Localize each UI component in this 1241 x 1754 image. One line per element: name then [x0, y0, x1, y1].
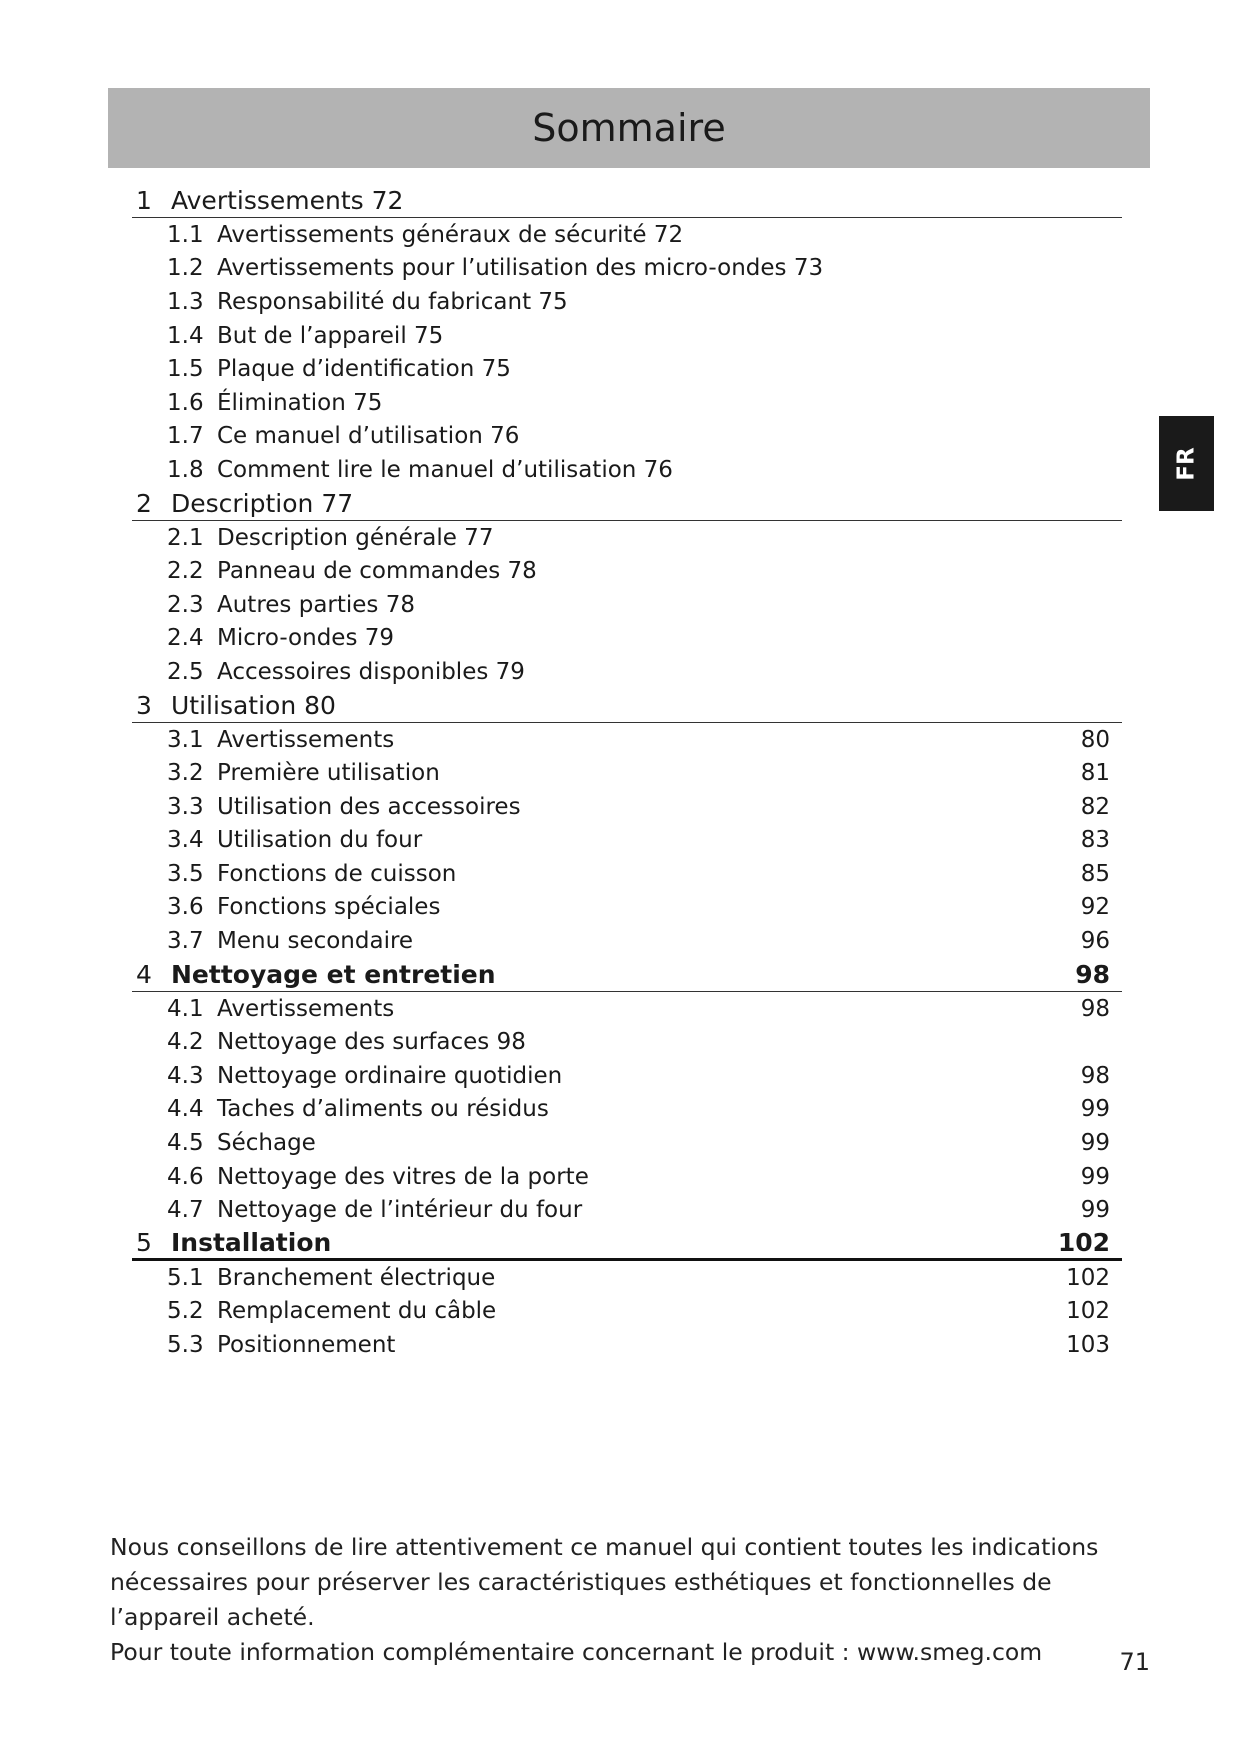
toc-section-title: Séchage	[217, 1130, 316, 1157]
toc-section-page: 98	[1080, 1062, 1110, 1089]
toc-section-row[interactable]	[132, 218, 1122, 252]
toc-section-title: Élimination 75	[217, 389, 383, 416]
toc-section-number: 5.1	[167, 1264, 204, 1291]
toc-section-title: Nettoyage des surfaces 98	[217, 1029, 526, 1056]
toc-section-page: 103	[1066, 1332, 1110, 1359]
toc-section-page: 99	[1080, 1096, 1110, 1123]
toc-section-number: 5.2	[167, 1298, 204, 1325]
toc-section-row[interactable]	[132, 352, 1122, 386]
intro-line: Pour toute information complémentaire concernant le produit : www.smeg.com	[110, 1638, 1043, 1666]
toc-section-row[interactable]	[132, 756, 1122, 790]
toc-section-number: 3.1	[167, 726, 204, 753]
toc-section-number: 4.5	[167, 1130, 204, 1157]
toc-section-row[interactable]	[132, 655, 1122, 689]
intro-line: nécessaires pour préserver les caractéristiques esthétiques et fonctionnelles de l’appareil acheté.	[110, 1568, 1052, 1631]
toc-section-title: Ce manuel d’utilisation 76	[217, 423, 520, 450]
toc-section-title: Fonctions spéciales	[217, 894, 441, 921]
toc-section-number: 1.2	[167, 255, 204, 282]
toc-section-number: 2.3	[167, 591, 204, 618]
intro-text	[110, 1530, 1160, 1670]
toc-section-page: 99	[1080, 1130, 1110, 1157]
toc-section-number: 1.7	[167, 423, 204, 450]
intro-line: Nous conseillons de lire attentivement ce manuel qui contient toutes les indications	[110, 1533, 1099, 1561]
toc-chapter-page: 102	[1057, 1228, 1110, 1258]
toc-section-number: 2.1	[167, 524, 204, 551]
toc-section-row[interactable]	[132, 824, 1122, 858]
toc-section-title: Remplacement du câble	[217, 1298, 497, 1325]
toc-section-number: 4.2	[167, 1029, 204, 1056]
toc-section-page: 83	[1080, 827, 1110, 854]
toc-section-title: Fonctions de cuisson	[217, 860, 457, 887]
toc-section-number: 4.1	[167, 995, 204, 1022]
toc-section-title: Plaque d’identification 75	[217, 356, 511, 383]
toc-chapter-title: Installation	[171, 1228, 332, 1258]
toc-chapter	[132, 1227, 1122, 1362]
toc-section-title: Taches d’aliments ou résidus	[217, 1096, 549, 1123]
toc-section-row[interactable]	[132, 891, 1122, 925]
toc-section-row[interactable]	[132, 1261, 1122, 1295]
toc-section-row[interactable]	[132, 1193, 1122, 1227]
toc-section-page: 102	[1066, 1264, 1110, 1291]
toc-section-row[interactable]	[132, 588, 1122, 622]
toc-section-title: Description générale 77	[217, 524, 494, 551]
toc-chapter-number: 4	[136, 959, 152, 989]
toc-section-title: Utilisation du four	[217, 827, 423, 854]
table-of-contents	[132, 184, 1122, 1362]
toc-section-row[interactable]	[132, 521, 1122, 555]
toc-section-title: Nettoyage des vitres de la porte	[217, 1163, 589, 1190]
toc-section-number: 3.2	[167, 760, 204, 787]
toc-section-page: 96	[1080, 928, 1110, 955]
toc-chapter-row[interactable]	[132, 184, 1122, 218]
toc-section-row[interactable]	[132, 285, 1122, 319]
toc-section-row[interactable]	[132, 554, 1122, 588]
toc-section-title: Accessoires disponibles 79	[217, 658, 525, 685]
toc-section-number: 3.4	[167, 827, 204, 854]
toc-chapter	[132, 184, 1122, 487]
toc-section-row[interactable]	[132, 252, 1122, 286]
toc-section-number: 1.5	[167, 356, 204, 383]
toc-section-number: 4.4	[167, 1096, 204, 1123]
toc-section-title: Menu secondaire	[217, 928, 414, 955]
toc-chapter-row[interactable]	[132, 1227, 1122, 1261]
toc-section-number: 1.6	[167, 389, 204, 416]
toc-section-title: Avertissements pour l’utilisation des micro-ondes 73	[217, 255, 824, 282]
toc-section-number: 3.7	[167, 928, 204, 955]
toc-section-title: Responsabilité du fabricant 75	[217, 288, 568, 315]
toc-chapter-number: 1	[136, 186, 152, 215]
toc-section-title: Nettoyage de l’intérieur du four	[217, 1197, 583, 1224]
toc-section-number: 1.3	[167, 288, 204, 315]
toc-chapter	[132, 487, 1122, 689]
title-bar	[108, 88, 1150, 168]
toc-chapter-title: Avertissements 72	[171, 186, 404, 215]
toc-section-number: 4.6	[167, 1163, 204, 1190]
toc-section-row[interactable]	[132, 1025, 1122, 1059]
toc-section-title: Micro-ondes 79	[217, 625, 395, 652]
toc-section-title: Nettoyage ordinaire quotidien	[217, 1062, 563, 1089]
toc-section-page: 81	[1080, 760, 1110, 787]
toc-section-row[interactable]	[132, 453, 1122, 487]
language-label: FR	[1173, 446, 1200, 481]
toc-section-page: 98	[1080, 995, 1110, 1022]
toc-section-title: Positionnement	[217, 1332, 396, 1359]
toc-section-title: Avertissements	[217, 726, 395, 753]
toc-chapter-row[interactable]	[132, 487, 1122, 521]
toc-chapter	[132, 689, 1122, 958]
toc-chapter-page: 98	[1075, 959, 1110, 989]
toc-section-row[interactable]	[132, 790, 1122, 824]
toc-section-row[interactable]	[132, 1126, 1122, 1160]
toc-chapter	[132, 958, 1122, 1227]
toc-chapter-row[interactable]	[132, 689, 1122, 723]
toc-section-row[interactable]	[132, 1295, 1122, 1329]
toc-section-row[interactable]	[132, 1059, 1122, 1093]
toc-chapter-title: Description 77	[171, 488, 354, 518]
page-title: Sommaire	[532, 106, 726, 150]
toc-section-row[interactable]	[132, 723, 1122, 757]
toc-section-number: 2.4	[167, 625, 204, 652]
toc-section-number: 1.4	[167, 322, 204, 349]
toc-section-number: 4.7	[167, 1197, 204, 1224]
toc-section-title: Avertissements généraux de sécurité 72	[217, 221, 684, 248]
toc-section-page: 92	[1080, 894, 1110, 921]
toc-section-number: 1.1	[167, 221, 204, 248]
toc-section-number: 1.8	[167, 456, 204, 483]
toc-section-title: Branchement électrique	[217, 1264, 496, 1291]
toc-chapter-title: Nettoyage et entretien	[171, 959, 496, 989]
toc-section-number: 5.3	[167, 1332, 204, 1359]
toc-section-page: 99	[1080, 1163, 1110, 1190]
toc-section-number: 4.3	[167, 1062, 204, 1089]
toc-section-title: Utilisation des accessoires	[217, 793, 521, 820]
toc-section-number: 3.3	[167, 793, 204, 820]
toc-chapter-number: 5	[136, 1228, 152, 1258]
toc-section-row[interactable]	[132, 386, 1122, 420]
language-tab	[1159, 416, 1214, 511]
toc-section-row[interactable]	[132, 992, 1122, 1026]
toc-section-number: 3.5	[167, 860, 204, 887]
toc-section-title: Autres parties 78	[217, 591, 415, 618]
toc-section-page: 85	[1080, 860, 1110, 887]
toc-section-page: 99	[1080, 1197, 1110, 1224]
toc-section-title: Panneau de commandes 78	[217, 558, 537, 585]
toc-chapter-row[interactable]	[132, 958, 1122, 992]
toc-section-page: 102	[1066, 1298, 1110, 1325]
toc-section-number: 3.6	[167, 894, 204, 921]
toc-section-row[interactable]	[132, 924, 1122, 958]
toc-section-page: 82	[1080, 793, 1110, 820]
toc-section-row[interactable]	[132, 420, 1122, 454]
toc-section-title: Comment lire le manuel d’utilisation 76	[217, 456, 673, 483]
toc-section-title: Avertissements	[217, 995, 395, 1022]
toc-section-row[interactable]	[132, 319, 1122, 353]
toc-section-row[interactable]	[132, 1093, 1122, 1127]
toc-chapter-number: 3	[136, 690, 152, 720]
toc-section-number: 2.2	[167, 558, 204, 585]
page-number: 71	[1119, 1648, 1150, 1676]
toc-chapter-title: Utilisation 80	[171, 690, 336, 720]
toc-section-page: 80	[1080, 726, 1110, 753]
toc-section-row[interactable]	[132, 1328, 1122, 1362]
toc-section-row[interactable]	[132, 1160, 1122, 1194]
toc-section-row[interactable]	[132, 622, 1122, 656]
toc-section-title: Première utilisation	[217, 760, 440, 787]
toc-section-row[interactable]	[132, 857, 1122, 891]
toc-section-title: But de l’appareil 75	[217, 322, 444, 349]
toc-section-number: 2.5	[167, 658, 204, 685]
toc-chapter-number: 2	[136, 488, 152, 518]
